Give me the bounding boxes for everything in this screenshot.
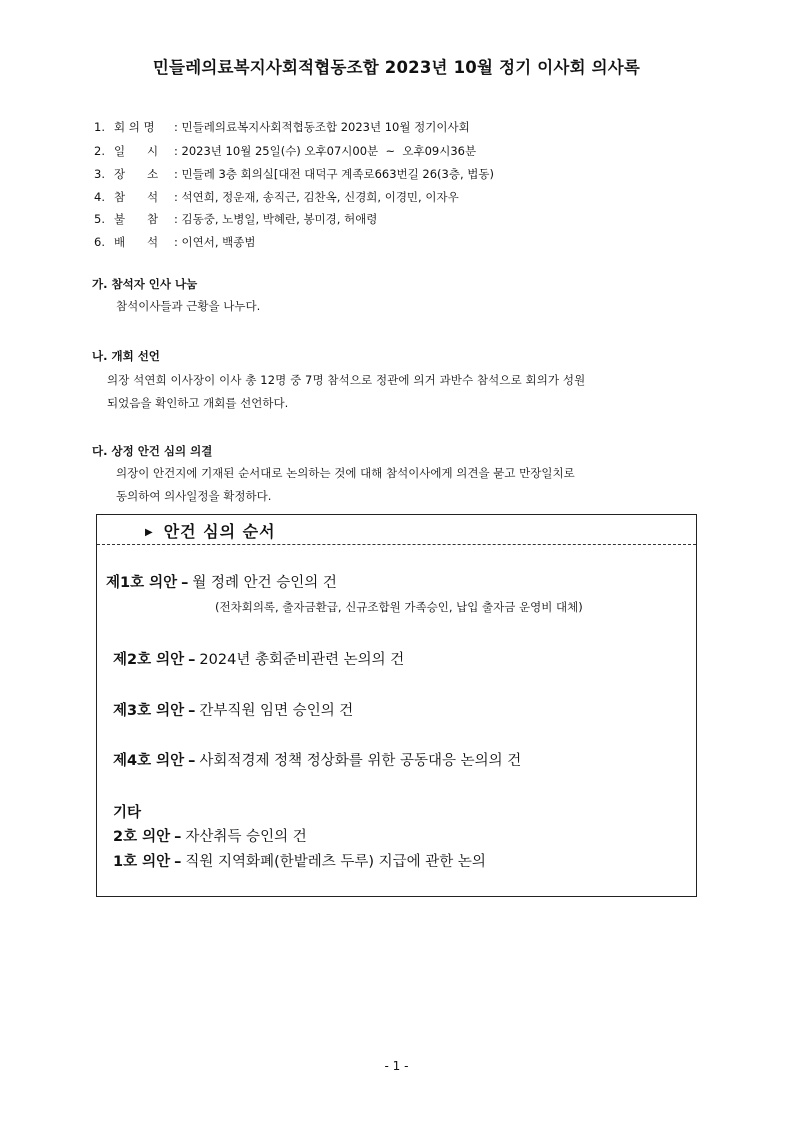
agenda-item-4 (113, 749, 521, 770)
meta-value: : 2023년 10월 25일(수) 오후07시00분 ~ 오후09시36분 (174, 144, 477, 158)
section-body-agenda-vote-line2: 동의하여 의사일정을 확정하다. (116, 489, 272, 503)
meta-label: 배 석 (114, 235, 159, 249)
agenda-item-dash: – (188, 703, 196, 719)
agenda-item-dash: – (188, 753, 196, 769)
meta-num: 3. (94, 167, 105, 181)
agenda-item-label: 제4호 의안 (113, 753, 185, 769)
meta-num: 5. (94, 212, 105, 226)
meta-datetime (94, 144, 476, 158)
agenda-box-header (145, 519, 276, 542)
agenda-item-text: 직원 지역화폐(한밭레츠 두루) 지급에 관한 논의 (185, 854, 486, 870)
section-body-agenda-vote-line1: 의장이 안건지에 기재된 순서대로 논의하는 것에 대해 참석이사에게 의견을 묻고 만장일치로 (116, 466, 575, 480)
meta-num: 2. (94, 144, 105, 158)
meta-label: 참 석 (114, 190, 159, 204)
meta-meeting-name (94, 120, 470, 134)
agenda-item-label: 2호 의안 (113, 829, 171, 845)
agenda-item-text: 사회적경제 정책 정상화를 위한 공동대응 논의의 건 (199, 753, 522, 769)
section-body-opening-line2: 되었음을 확인하고 개회를 선언하다. (107, 396, 289, 410)
agenda-item-3 (113, 699, 353, 720)
agenda-item-text: 자산취득 승인의 건 (185, 829, 307, 845)
agenda-item-label: 제3호 의안 (113, 703, 185, 719)
agenda-box-title: 안건 심의 순서 (163, 522, 276, 541)
meta-absentees (94, 212, 377, 226)
meta-label: 장 소 (114, 167, 159, 181)
meta-label: 일 시 (114, 144, 159, 158)
agenda-item-text: 월 정례 안건 승인의 건 (192, 575, 337, 591)
meta-value: : 석연희, 정운재, 송직근, 김찬옥, 신경희, 이경민, 이자우 (174, 190, 459, 204)
agenda-item-dash: – (181, 575, 189, 591)
triangle-right-icon: ▶ (145, 527, 154, 538)
section-heading-greeting: 가. 참석자 인사 나눔 (92, 277, 198, 291)
meta-num: 1. (94, 120, 105, 134)
agenda-item-label: 제1호 의안 (106, 575, 178, 591)
page-number: - 1 - (384, 1059, 409, 1073)
section-body-greeting: 참석이사들과 근황을 나누다. (116, 299, 261, 313)
meta-location (94, 167, 494, 181)
agenda-item-label: 1호 의안 (113, 854, 171, 870)
section-heading-agenda-vote: 다. 상정 안건 심의 의결 (92, 444, 213, 458)
meta-label: 회 의 명 (114, 120, 155, 134)
agenda-item-label: 제2호 의안 (113, 652, 185, 668)
agenda-item-dash: – (174, 854, 182, 870)
agenda-box-divider (97, 544, 696, 545)
agenda-other-heading-text: 기타 (113, 805, 142, 821)
section-body-opening-line1: 의장 석연희 이사장이 이사 총 12명 중 7명 참석으로 정관에 의거 과반수 참석으로 회의가 성원 (107, 373, 586, 387)
agenda-other-item-1 (113, 850, 486, 871)
agenda-item-2 (113, 648, 404, 669)
agenda-box (96, 514, 697, 897)
agenda-item-text: 간부직원 임면 승인의 건 (199, 703, 354, 719)
meta-attendees (94, 190, 459, 204)
section-heading-opening: 나. 개회 선언 (92, 349, 160, 363)
meta-label: 불 참 (114, 212, 159, 226)
document-title: 민들레의료복지사회적협동조합 2023년 10월 정기 이사회 의사록 (152, 58, 641, 77)
agenda-other-item-2 (113, 825, 307, 846)
meta-value: : 민들레의료복지사회적협동조합 2023년 10월 정기이사회 (174, 120, 470, 134)
agenda-item-dash: – (188, 652, 196, 668)
agenda-other-heading (113, 801, 141, 822)
meta-num: 4. (94, 190, 105, 204)
agenda-item-dash: – (174, 829, 182, 845)
meta-value: : 민들레 3층 회의실[대전 대덕구 계족로663번길 26(3층, 법동) (174, 167, 494, 181)
agenda-item-text: 2024년 총회준비관련 논의의 건 (199, 652, 405, 668)
agenda-item-1-details: (전차회의록, 출자금환급, 신규조합원 가족승인, 납입 출자금 운영비 대체) (215, 600, 583, 614)
meta-value: : 이연서, 백종범 (174, 235, 256, 249)
agenda-item-1 (106, 571, 337, 592)
meta-num: 6. (94, 235, 105, 249)
meta-observers (94, 235, 256, 249)
meta-value: : 김동중, 노병일, 박혜란, 봉미경, 허애령 (174, 212, 378, 226)
